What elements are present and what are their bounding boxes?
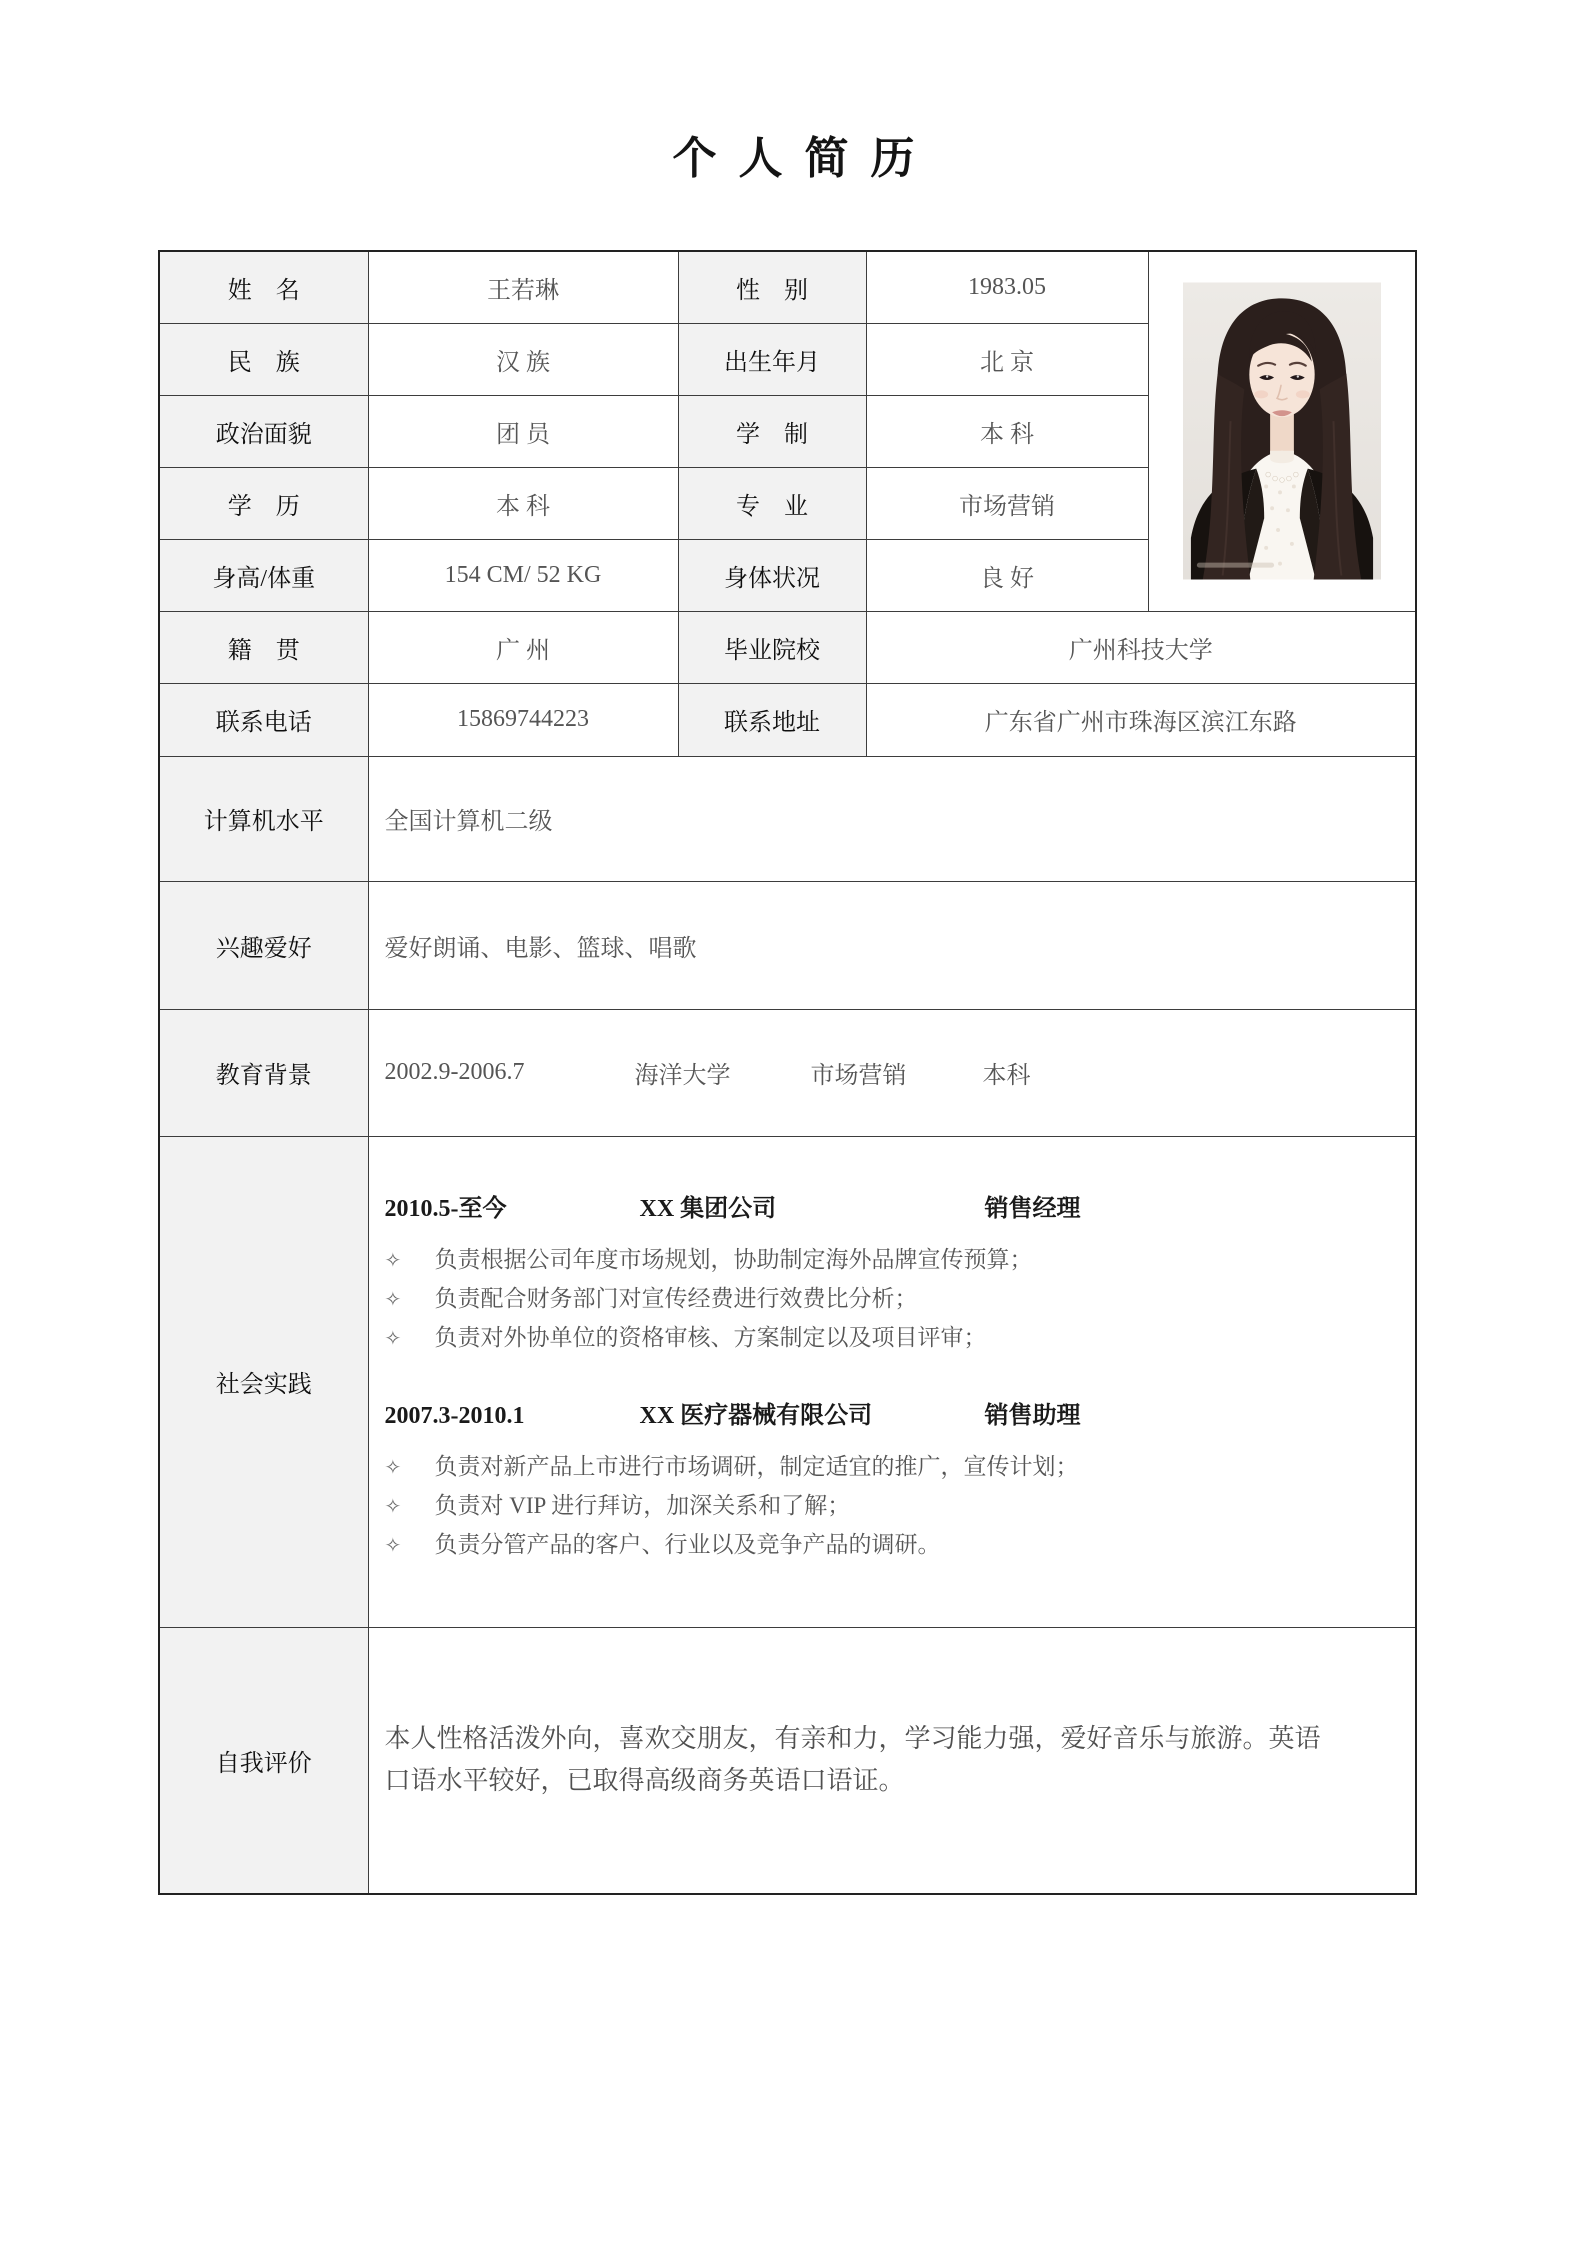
job-entry-1 — [385, 1193, 1398, 1358]
field-label-name: 姓 名 — [159, 251, 368, 323]
resume-table — [158, 250, 1417, 1895]
job-bullet-list — [385, 1241, 1398, 1358]
education-school: 海洋大学 — [634, 1063, 731, 1089]
diamond-bullet-icon: ✧ — [384, 1327, 402, 1350]
field-value-hobbies: 爱好朗诵、电影、篮球、唱歌 — [368, 881, 1416, 1009]
field-value-birthdate: 北 京 — [866, 323, 1148, 395]
self-evaluation-text: 本人性格活泼外向，喜欢交朋友，有亲和力，学习能力强，爱好音乐与旅游。英语口语水平较好，已取得高级商务英语口语证。 — [384, 1724, 1321, 1796]
bullet-item — [385, 1319, 1398, 1358]
table-row — [159, 611, 1416, 683]
field-value-major: 市场营销 — [866, 467, 1148, 539]
bullet-item — [385, 1280, 1398, 1319]
portrait-photo — [1183, 280, 1381, 582]
table-row — [159, 1136, 1416, 1627]
job-header — [385, 1193, 1398, 1225]
bullet-item — [385, 1448, 1398, 1487]
bullet-text: 负责配合财务部门对宣传经费进行效费比分析； — [434, 1285, 918, 1311]
field-value-social-practice — [368, 1136, 1416, 1627]
photo-cell — [1148, 251, 1416, 611]
field-label-political-status: 政治面貌 — [159, 395, 368, 467]
diamond-bullet-icon: ✧ — [384, 1249, 402, 1272]
field-label-social-practice: 社会实践 — [159, 1136, 368, 1627]
job-header — [385, 1400, 1398, 1432]
table-row — [159, 756, 1416, 881]
photo-watermark — [1197, 563, 1274, 568]
field-value-address: 广东省广州市珠海区滨江东路 — [866, 683, 1416, 756]
field-label-address: 联系地址 — [678, 683, 866, 756]
job-period: 2007.3-2010.1 — [384, 1402, 525, 1429]
table-row — [159, 683, 1416, 756]
field-value-name: 王若琳 — [368, 251, 678, 323]
field-label-hobbies: 兴趣爱好 — [159, 881, 368, 1009]
field-label-self-evaluation: 自我评价 — [159, 1627, 368, 1894]
diamond-bullet-icon: ✧ — [384, 1495, 402, 1518]
diamond-bullet-icon: ✧ — [384, 1288, 402, 1311]
field-value-graduate-school: 广州科技大学 — [866, 611, 1416, 683]
field-value-education-background — [368, 1009, 1416, 1136]
field-label-computer-level: 计算机水平 — [159, 756, 368, 881]
job-company: XX 集团公司 — [639, 1195, 777, 1222]
field-label-education-background: 教育背景 — [159, 1009, 368, 1136]
field-label-health: 身体状况 — [678, 539, 866, 611]
field-value-computer-level: 全国计算机二级 — [368, 756, 1416, 881]
bullet-text: 负责对 VIP 进行拜访，加深关系和了解； — [434, 1492, 851, 1518]
field-label-graduate-school: 毕业院校 — [678, 611, 866, 683]
field-value-degree: 本 科 — [368, 467, 678, 539]
job-period: 2010.5-至今 — [384, 1195, 507, 1222]
education-major: 市场营销 — [810, 1063, 907, 1089]
field-value-native-place: 广 州 — [368, 611, 678, 683]
field-value-height-weight: 154 CM/ 52 KG — [368, 539, 678, 611]
field-value-phone: 15869744223 — [368, 683, 678, 756]
diamond-bullet-icon: ✧ — [384, 1456, 402, 1479]
field-value-health: 良 好 — [866, 539, 1148, 611]
job-entry-2 — [385, 1400, 1398, 1565]
bullet-text: 负责根据公司年度市场规划，协助制定海外品牌宣传预算； — [434, 1246, 1033, 1272]
field-label-schooling: 学 制 — [678, 395, 866, 467]
table-row — [159, 881, 1416, 1009]
field-label-gender: 性 别 — [678, 251, 866, 323]
field-label-degree: 学 历 — [159, 467, 368, 539]
table-row — [159, 1009, 1416, 1136]
job-company: XX 医疗器械有限公司 — [639, 1402, 873, 1429]
field-value-political-status: 团 员 — [368, 395, 678, 467]
field-value-gender: 1983.05 — [866, 251, 1148, 323]
field-label-native-place: 籍 贯 — [159, 611, 368, 683]
bullet-text: 负责分管产品的客户、行业以及竞争产品的调研。 — [434, 1531, 941, 1557]
bullet-item — [385, 1487, 1398, 1526]
field-label-birthdate: 出生年月 — [678, 323, 866, 395]
education-entry — [385, 1055, 1398, 1090]
page-title: 个人简历 — [672, 134, 937, 183]
diamond-bullet-icon: ✧ — [384, 1534, 402, 1557]
table-row — [159, 1627, 1416, 1894]
field-label-ethnicity: 民 族 — [159, 323, 368, 395]
field-label-phone: 联系电话 — [159, 683, 368, 756]
job-role: 销售经理 — [984, 1195, 1081, 1222]
field-label-height-weight: 身高/体重 — [159, 539, 368, 611]
job-bullet-list — [385, 1448, 1398, 1565]
bullet-item — [385, 1241, 1398, 1280]
field-label-major: 专 业 — [678, 467, 866, 539]
field-value-schooling: 本 科 — [866, 395, 1148, 467]
bullet-item — [385, 1526, 1398, 1565]
bullet-text: 负责对新产品上市进行市场调研，制定适宜的推广，宣传计划； — [434, 1453, 1079, 1479]
bullet-text: 负责对外协单位的资格审核、方案制定以及项目评审； — [434, 1324, 987, 1350]
table-row — [159, 251, 1416, 323]
field-value-ethnicity: 汉 族 — [368, 323, 678, 395]
job-role: 销售助理 — [984, 1402, 1081, 1429]
education-degree: 本科 — [982, 1063, 1031, 1089]
field-value-self-evaluation — [368, 1627, 1416, 1894]
education-period: 2002.9-2006.7 — [384, 1059, 525, 1085]
